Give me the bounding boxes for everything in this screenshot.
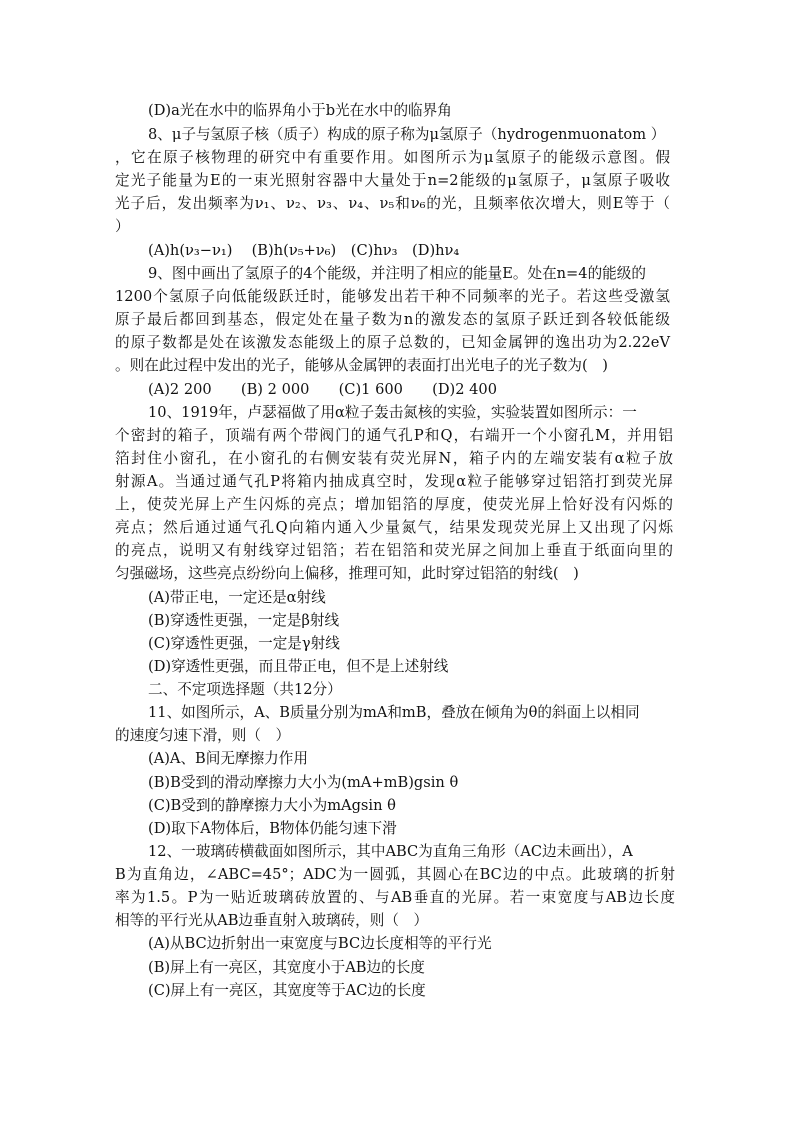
section-heading: 二、不定项选择题（共12分） (148, 681, 342, 698)
q10-stem-line-8: 匀强磁场，这些亮点纷纷向上偏移，推理可知，此时穿过铝箔的射线( ) (115, 565, 579, 582)
q8-stem-line-3: 定光子能量为E的一束光照射容器中大量处于n=2能级的μ氢原子，μ氢原子吸收 (115, 172, 670, 189)
q9-options: (A)2 200 (B) 2 000 (C)1 600 (D)2 400 (148, 381, 497, 398)
q7-option-d: (D)a光在水中的临界角小于b光在水中的临界角 (148, 102, 452, 119)
q9-stem-line-2: 1200个氢原子向低能级跃迁时，能够发出若干种不同频率的光子。若这些受激氢 (115, 288, 670, 305)
q9-stem-line-1: 9、图中画出了氢原子的4个能级，并注明了相应的能量E。处在n=4的能级的 (148, 265, 646, 282)
q12-stem-line-1: 12、一玻璃砖横截面如图所示，其中ABC为直角三角形（AC边未画出），A (148, 843, 633, 860)
q11-option-b: (B)B受到的滑动摩擦力大小为(mA+mB)gsin θ (148, 774, 459, 791)
q11-option-a: (A)A、B间无摩擦力作用 (148, 750, 308, 767)
q9-stem-line-5: 。则在此过程中发出的光子，能够从金属钾的表面打出光电子的光子数为( ) (115, 357, 608, 374)
q11-stem-line-1: 11、如图所示，A、B质量分别为mA和mB，叠放在倾角为θ的斜面上以相同 (148, 704, 640, 721)
q10-stem-line-7: 的亮点，说明又有射线穿过铝箔；若在铝箔和荧光屏之间加上垂直于纸面向里的 (115, 542, 673, 559)
q12-stem-line-2: B为直角边，∠ABC=45°；ADC为一圆弧，其圆心在BC边的中点。此玻璃的折射 (115, 866, 675, 883)
q10-stem-line-4: 射源A。当通过通气孔P将箱内抽成真空时，发现α粒子能够穿过铝箔打到荧光屏 (115, 473, 673, 490)
q12-option-a: (A)从BC边折射出一束宽度与BC边长度相等的平行光 (148, 935, 492, 952)
q11-option-d: (D)取下A物体后，B物体仍能匀速下滑 (148, 820, 397, 837)
q12-stem-line-3: 率为1.5。P为一贴近玻璃砖放置的、与AB垂直的光屏。若一束宽度与AB边长度 (115, 889, 675, 906)
q10-stem-line-3: 箔封住小窗孔，在小窗孔的右侧安装有荧光屏N，箱子内的左端安装有α粒子放 (115, 450, 673, 467)
q10-option-a: (A)带正电，一定还是α射线 (148, 589, 326, 606)
q8-options: (A)h(ν₃−ν₁) (B)h(ν₅+ν₆) (C)hν₃ (D)hν₄ (148, 242, 460, 259)
q9-stem-line-3: 原子最后都回到基态，假定处在量子数为n的激发态的氢原子跃迁到各较低能级 (115, 311, 670, 328)
q8-stem-line-1: 8、μ子与氢原子核（质子）构成的原子称为μ氢原子（hydrogenmuonatom ） (148, 126, 666, 143)
q10-option-c: (C)穿透性更强，一定是γ射线 (148, 635, 340, 652)
q11-stem-line-2: 的速度匀速下滑，则（ ） (115, 727, 291, 744)
q11-option-c: (C)B受到的静摩擦力大小为mAgsin θ (148, 797, 396, 814)
q10-stem-line-6: 亮点；然后通过通气孔Q向箱内通入少量氮气，结果发现荧光屏上又出现了闪烁 (115, 519, 673, 536)
q8-stem-line-4: 光子后，发出频率为ν₁、ν₂、ν₃、ν₄、ν₅和ν₆的光，且频率依次增大，则E等于（ (115, 195, 670, 212)
q10-option-b: (B)穿透性更强，一定是β射线 (148, 612, 340, 629)
q10-stem-line-2: 个密封的箱子，顶端有两个带阀门的通气孔P和Q，右端开一个小窗孔M，并用铝 (115, 427, 673, 444)
q10-option-d: (D)穿透性更强，而且带正电，但不是上述射线 (148, 658, 449, 675)
q10-stem-line-5: 上，使荧光屏上产生闪烁的亮点；增加铝箔的厚度，使荧光屏上恰好没有闪烁的 (115, 496, 673, 513)
q12-stem-line-4: 相等的平行光从AB边垂直射入玻璃砖，则（ ） (115, 912, 429, 929)
q12-option-c: (C)屏上有一亮区，其宽度等于AC边的长度 (148, 982, 426, 999)
q8-stem-line-2: ，它在原子核物理的研究中有重要作用。如图所示为μ氢原子的能级示意图。假 (115, 149, 670, 166)
q8-stem-line-5: ） (115, 218, 130, 235)
q12-option-b: (B)屏上有一亮区，其宽度小于AB边的长度 (148, 959, 425, 976)
q9-stem-line-4: 的原子数都是处在该激发态能级上的原子总数的，已知金属钾的逸出功为2.22eV (115, 334, 670, 351)
q10-stem-line-1: 10、1919年，卢瑟福做了用α粒子轰击氮核的实验，实验装置如图所示：一 (148, 404, 637, 421)
